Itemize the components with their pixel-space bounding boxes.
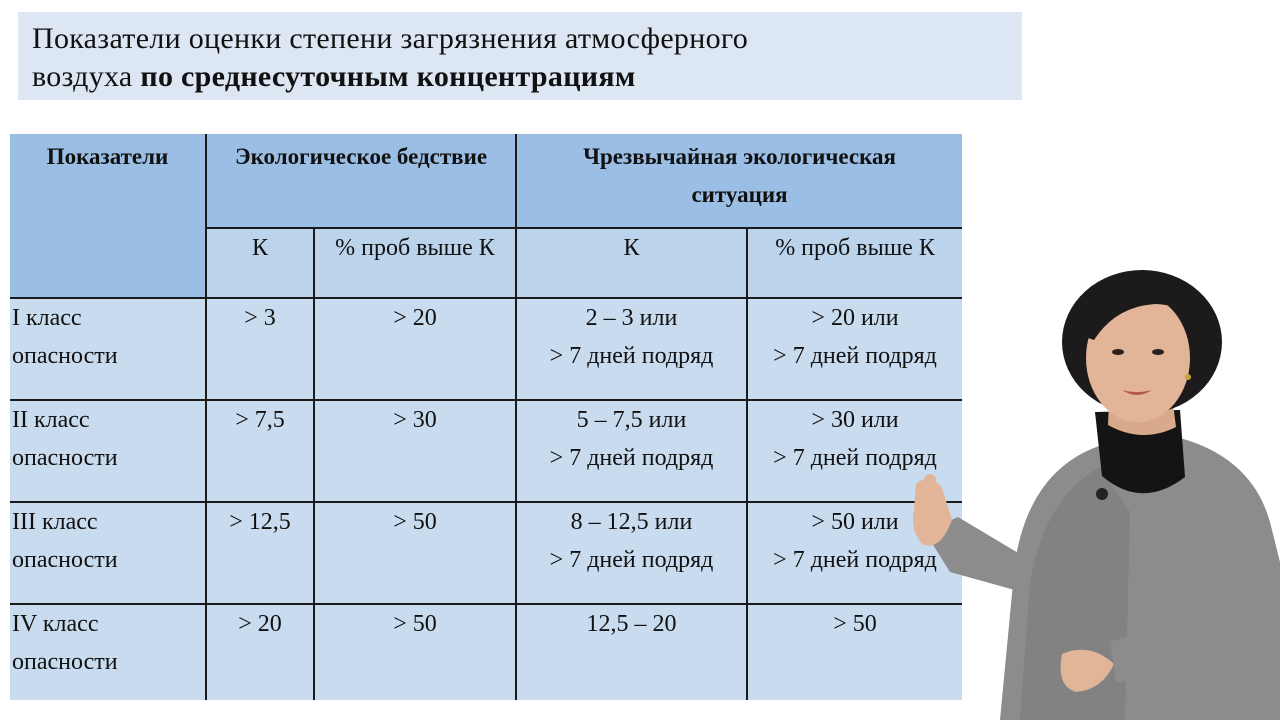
table-row [10, 298, 962, 400]
row-label: IV класс опасности [10, 604, 206, 700]
cell-emergency-percent: > 20 или > 7 дней подряд [747, 298, 962, 400]
cell-emergency-percent: > 50 или > 7 дней подряд [747, 502, 962, 604]
table-row [10, 604, 962, 700]
cell-emergency-k: 12,5 – 20 [516, 604, 747, 700]
slide-title [18, 12, 1022, 100]
row-label: I класс опасности [10, 298, 206, 400]
title-line-2-bold: по среднесуточным концентрациям [140, 60, 636, 93]
cell-disaster-percent: > 30 [314, 400, 516, 502]
cell-disaster-percent: > 20 [314, 298, 516, 400]
title-line-2 [32, 58, 1008, 96]
header-emergency-situation: Чрезвычайная экологическая ситуация [516, 134, 962, 228]
pollution-table [10, 134, 962, 700]
header-indicators: Показатели [10, 134, 206, 298]
cell-disaster-k: > 20 [206, 604, 314, 700]
row-label: II класс опасности [10, 400, 206, 502]
table-row [10, 400, 962, 502]
table-row [10, 502, 962, 604]
cell-disaster-percent: > 50 [314, 604, 516, 700]
cell-disaster-k: > 7,5 [206, 400, 314, 502]
subheader-disaster-k: К [206, 228, 314, 298]
cell-disaster-percent: > 50 [314, 502, 516, 604]
header-ecological-disaster: Экологическое бедствие [206, 134, 516, 228]
title-line-1: Показатели оценки степени загрязнения атмосферного [32, 22, 749, 55]
subheader-emergency-percent: % проб выше К [747, 228, 962, 298]
row-label: III класс опасности [10, 502, 206, 604]
cell-emergency-percent: > 30 или > 7 дней подряд [747, 400, 962, 502]
cell-emergency-k: 2 – 3 или > 7 дней подряд [516, 298, 747, 400]
subheader-emergency-k: К [516, 228, 747, 298]
cell-emergency-k: 8 – 12,5 или > 7 дней подряд [516, 502, 747, 604]
cell-emergency-k: 5 – 7,5 или > 7 дней подряд [516, 400, 747, 502]
cell-disaster-k: > 3 [206, 298, 314, 400]
subheader-disaster-percent: % проб выше К [314, 228, 516, 298]
title-line-2-prefix: воздуха [32, 60, 141, 93]
cell-emergency-percent: > 50 [747, 604, 962, 700]
presenter-person-icon [880, 262, 1280, 720]
cell-disaster-k: > 12,5 [206, 502, 314, 604]
